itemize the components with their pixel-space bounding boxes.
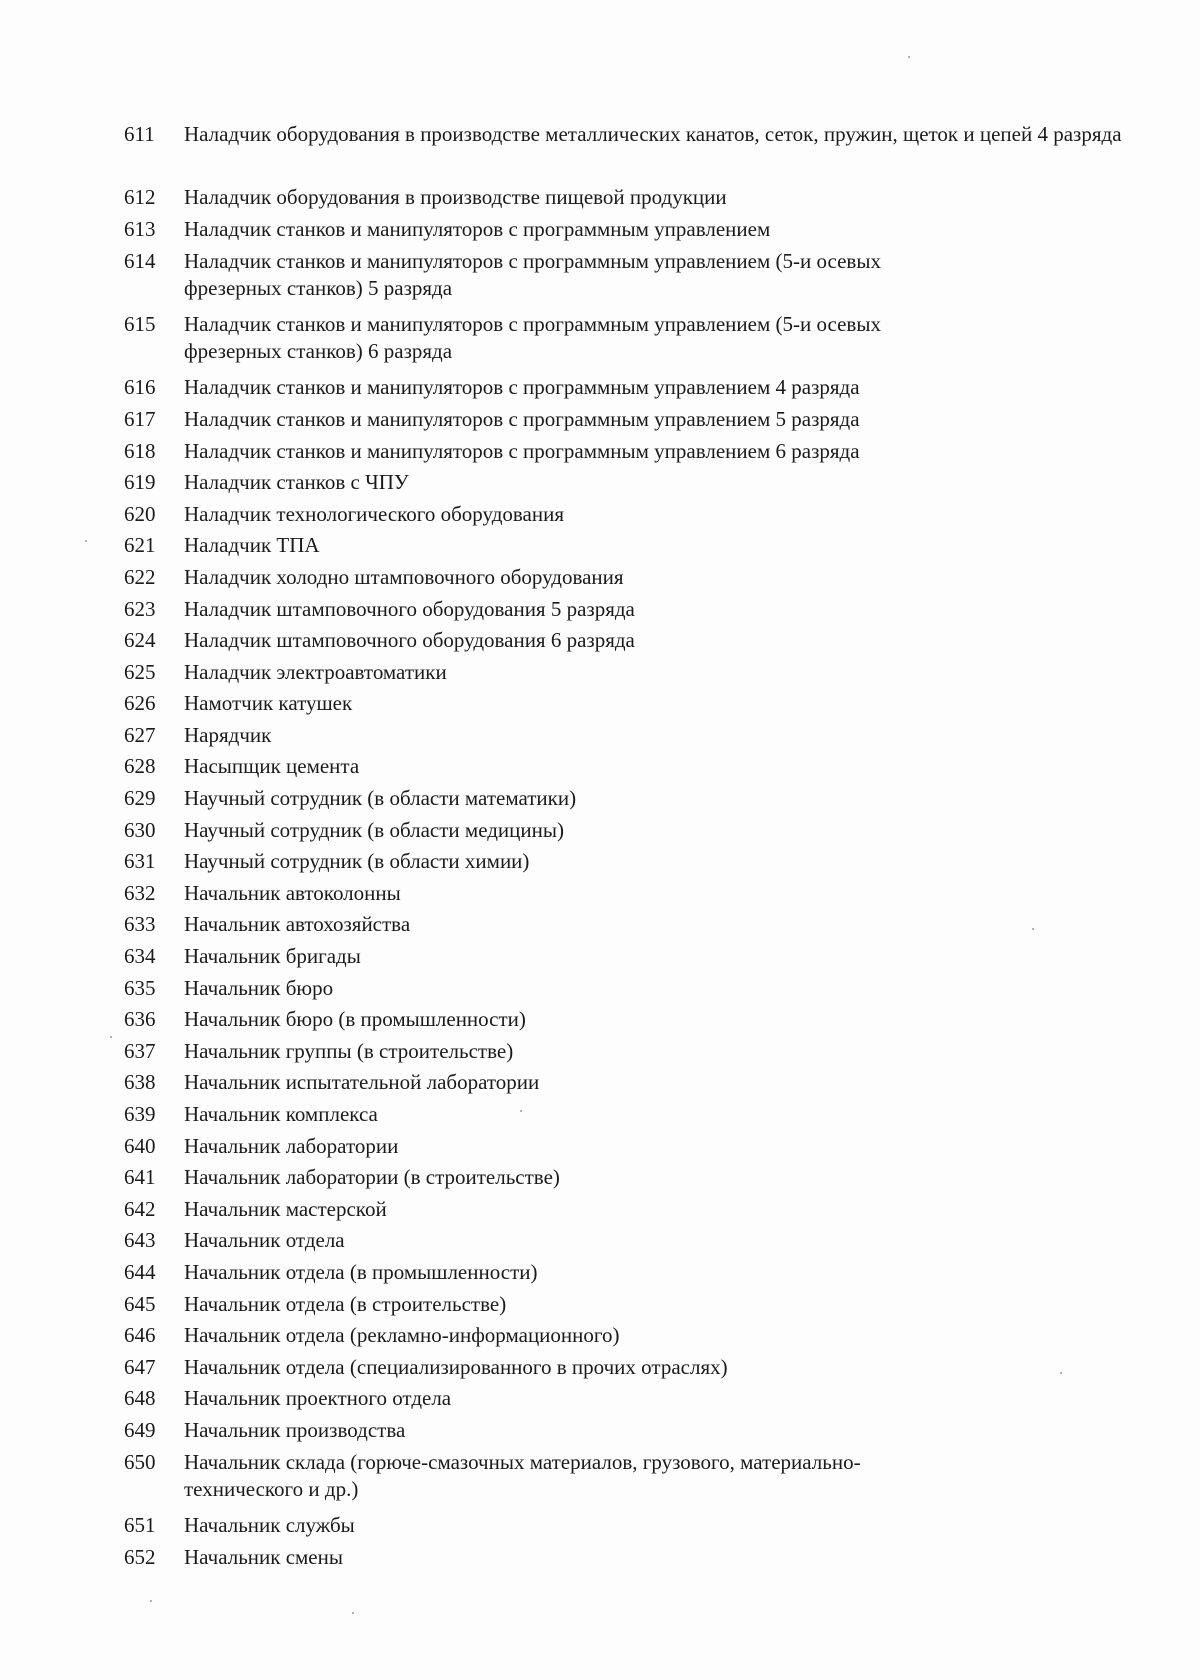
item-text: Начальник склада (горюче-смазочных материалов, грузового, материально-технического и др.) [184,1449,861,1501]
item-number: 642 [124,1196,156,1221]
list-item [124,596,1124,628]
item-text: Наладчик станков и манипуляторов с программным управлением 5 разряда [184,406,860,431]
list-item [124,406,1124,438]
list-item [124,627,1124,659]
list-item [124,817,1124,849]
item-number: 612 [124,185,156,210]
list-item [124,1512,1124,1544]
scan-speck [1060,1372,1062,1374]
item-number: 647 [124,1354,156,1379]
item-text: Начальник отдела [184,1228,345,1253]
item-number: 644 [124,1259,156,1284]
item-number: 632 [124,880,156,905]
item-number: 627 [124,722,156,747]
item-number: 630 [124,817,156,842]
item-number: 650 [124,1449,156,1474]
list-item [124,374,1124,406]
list-item [124,943,1124,975]
item-text: Начальник испытательной лаборатории [184,1070,540,1095]
list-item [124,469,1124,501]
item-text: Наладчик станков и манипуляторов с программным управлением 4 разряда [184,375,860,400]
item-number: 628 [124,754,156,779]
item-text: Начальник службы [184,1512,355,1537]
item-number: 629 [124,786,156,811]
item-number: 618 [124,438,156,463]
list-item [124,248,1124,311]
item-number: 623 [124,596,156,621]
item-number: 624 [124,628,156,653]
item-number: 621 [124,533,156,558]
scan-speck [150,1600,152,1602]
list-item [124,1417,1124,1449]
item-text: Начальник бюро [184,975,334,1000]
list-item [124,690,1124,722]
item-number: 615 [124,311,156,336]
list-item [124,1322,1124,1354]
item-text: Нарядчик [184,722,272,747]
list-item [124,1038,1124,1070]
item-text: Научный сотрудник (в области математики) [184,786,577,811]
item-number: 611 [124,122,155,146]
item-number: 634 [124,944,156,969]
list-item [124,438,1124,470]
item-text: Научный сотрудник (в области медицины) [184,817,564,842]
list-item [124,1544,1124,1576]
item-text: Наладчик штамповочного оборудования 6 разряда [184,628,635,653]
item-text: Начальник лаборатории [184,1133,399,1158]
item-number: 616 [124,375,156,400]
item-number: 614 [124,248,156,273]
item-number: 620 [124,501,156,526]
list-item [124,1354,1124,1386]
item-text: Наладчик холодно штамповочного оборудования [184,564,624,589]
item-number: 651 [124,1512,156,1537]
item-number: 638 [124,1070,156,1095]
list-item [124,1385,1124,1417]
list-item [124,184,1124,216]
scan-speck [110,1036,112,1038]
item-text: Начальник проектного отдела [184,1386,452,1411]
scan-speck [85,540,87,542]
item-number: 617 [124,406,156,431]
item-number: 652 [124,1544,156,1569]
list-item [124,1101,1124,1133]
item-text: Начальник отдела (в промышленности) [184,1259,538,1284]
list-item [124,911,1124,943]
item-text: Начальник производства [184,1417,406,1442]
item-text: Намотчик катушек [184,691,353,716]
list-item [124,659,1124,691]
list-item [124,848,1124,880]
item-number: 640 [124,1133,156,1158]
item-text: Научный сотрудник (в области химии) [184,849,530,874]
list-item [124,1259,1124,1291]
list-item [124,564,1124,596]
item-text: Наладчик оборудования в производстве пищевой продукции [184,185,727,210]
item-number: 626 [124,691,156,716]
list-item [124,785,1124,817]
list-item [124,1449,1124,1512]
item-text: Начальник мастерской [184,1196,387,1221]
list-item [124,532,1124,564]
item-number: 631 [124,849,156,874]
list-item [124,1291,1124,1323]
item-text: Начальник лаборатории (в строительстве) [184,1165,560,1190]
item-text: Начальник бригады [184,944,361,969]
item-text: Насыпщик цемента [184,754,360,779]
list-item [124,1069,1124,1101]
item-number: 635 [124,975,156,1000]
item-number: 639 [124,1102,156,1127]
item-text: Начальник автоколонны [184,880,401,905]
item-number: 636 [124,1007,156,1032]
item-text: Начальник отдела (специализированного в прочих отраслях) [184,1354,728,1379]
item-number: 622 [124,564,156,589]
item-text: Начальник комплекса [184,1102,378,1127]
list-item [124,121,1124,184]
item-text: Начальник группы (в строительстве) [184,1038,514,1063]
item-number: 649 [124,1417,156,1442]
item-text: Начальник автохозяйства [184,912,411,937]
list-item [124,501,1124,533]
scan-speck [1032,928,1034,930]
list-item [124,753,1124,785]
list-item [124,1164,1124,1196]
profession-list [124,121,1124,1575]
list-item [124,311,1124,374]
item-number: 645 [124,1291,156,1316]
item-number: 641 [124,1165,156,1190]
scan-speck [352,1612,354,1614]
item-text: Наладчик станков и манипуляторов с программным управлением [184,216,771,241]
list-item [124,1006,1124,1038]
item-number: 643 [124,1228,156,1253]
item-text: Начальник смены [184,1544,343,1569]
item-text: Наладчик штамповочного оборудования 5 разряда [184,596,635,621]
item-number: 613 [124,216,156,241]
item-number: 648 [124,1386,156,1411]
item-number: 633 [124,912,156,937]
item-text: Наладчик станков и манипуляторов с программным управлением (5-и осевых фрезерных станков) 6 разряда [184,311,881,363]
item-text: Наладчик оборудования в производстве металлических канатов, сеток, пружин, щеток и цепей 4 разряда [184,122,1122,146]
item-text: Наладчик электроавтоматики [184,659,447,684]
list-item [124,1227,1124,1259]
item-text: Наладчик технологического оборудования [184,501,564,526]
scan-speck [520,1110,522,1112]
item-text: Начальник бюро (в промышленности) [184,1007,526,1032]
list-item [124,722,1124,754]
item-number: 619 [124,470,156,495]
item-number: 637 [124,1038,156,1063]
list-item [124,1196,1124,1228]
item-text: Наладчик станков и манипуляторов с программным управлением (5-и осевых фрезерных станков) 5 разряда [184,248,881,300]
item-text: Начальник отдела (в строительстве) [184,1291,507,1316]
list-item [124,975,1124,1007]
item-text: Наладчик ТПА [184,533,320,558]
item-number: 646 [124,1323,156,1348]
item-number: 625 [124,659,156,684]
item-text: Наладчик станков и манипуляторов с программным управлением 6 разряда [184,438,860,463]
list-item [124,1133,1124,1165]
item-text: Начальник отдела (рекламно-информационного) [184,1323,620,1348]
item-text: Наладчик станков с ЧПУ [184,470,409,495]
scan-speck [908,56,910,58]
list-item [124,880,1124,912]
list-item [124,216,1124,248]
